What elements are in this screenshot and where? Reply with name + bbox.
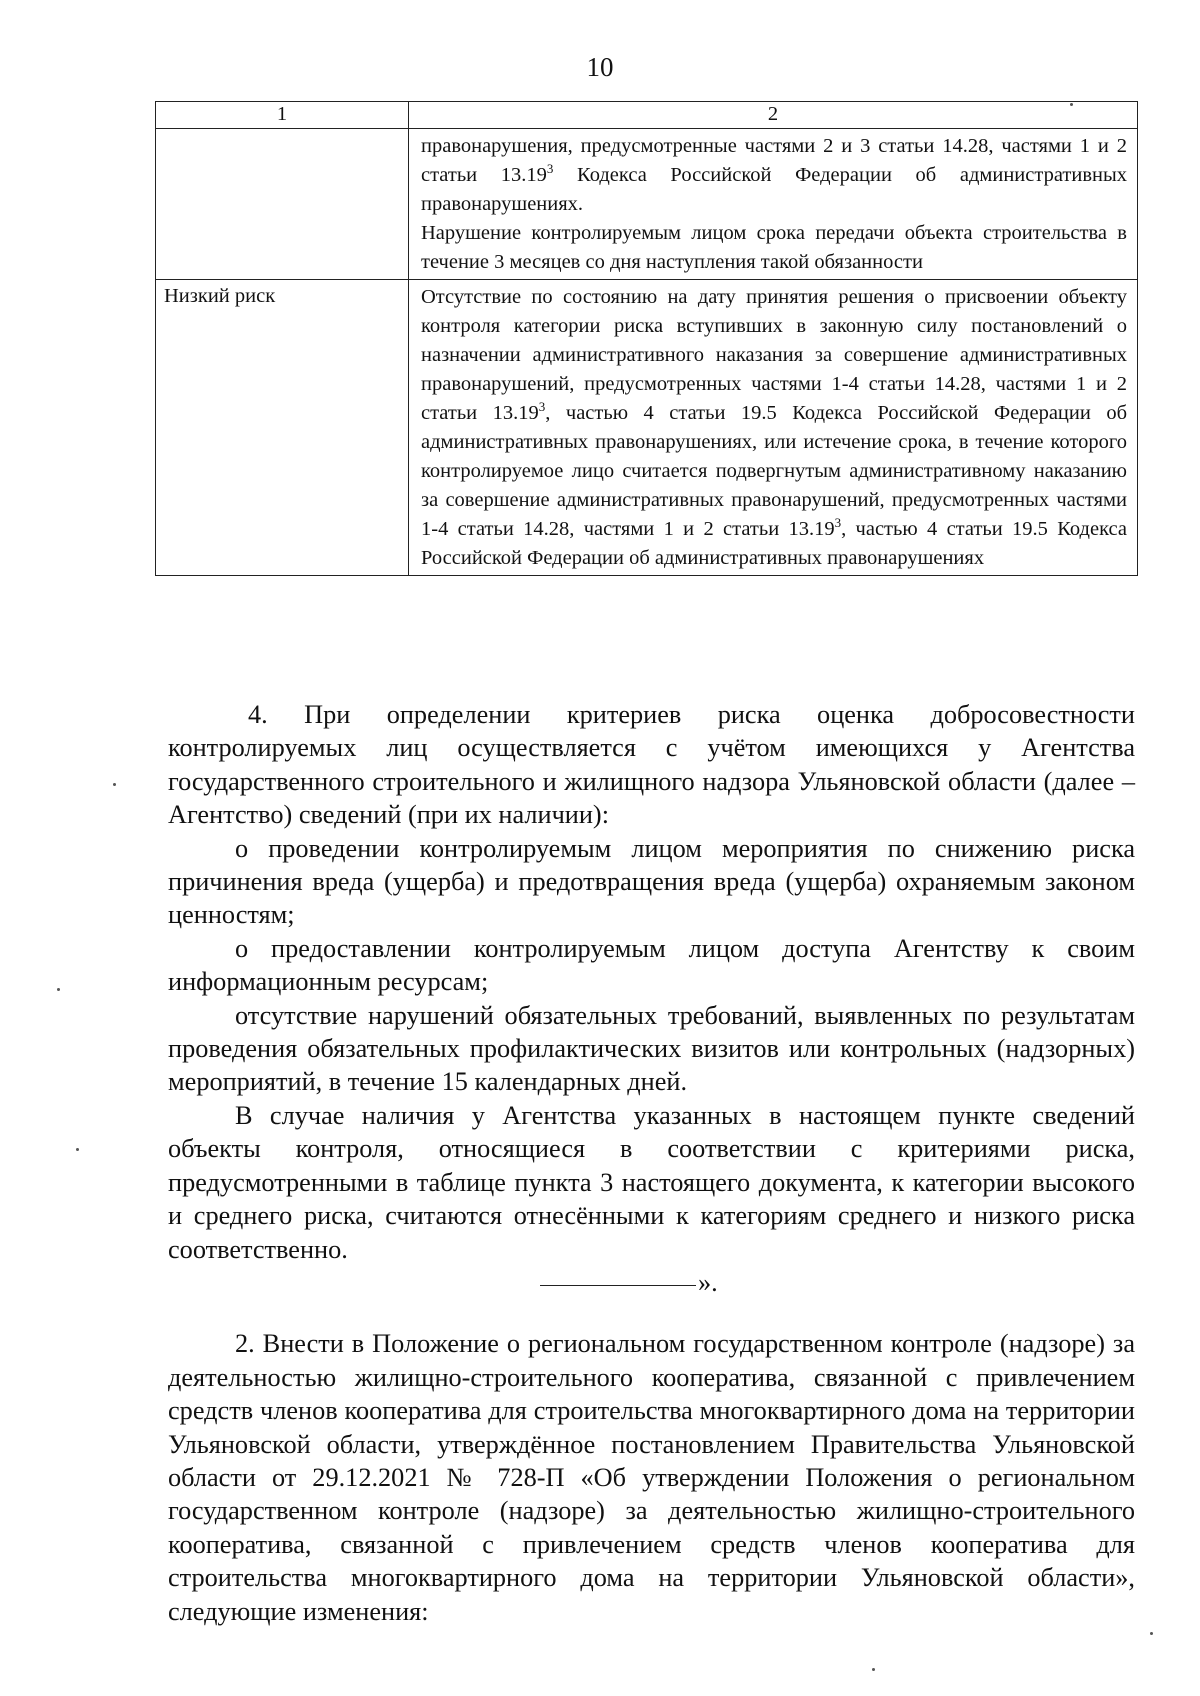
risk-criteria-cell bbox=[409, 280, 1138, 576]
risk-category-cell: Низкий риск bbox=[156, 280, 409, 576]
scan-speck bbox=[113, 783, 116, 786]
scan-speck bbox=[76, 1148, 79, 1151]
paragraph-4: 4. При определении критериев риска оценка добросовестности контролируемых лиц осуществляется с учётом имеющихся у Агентства государственного строительного и жилищного надзора Ульяновской области (далее – Агентство) сведений (при их наличии): bbox=[168, 700, 1135, 830]
scan-speck bbox=[1150, 1632, 1153, 1635]
table-header-col1: 1 bbox=[156, 102, 409, 129]
closing-line bbox=[168, 1266, 1135, 1299]
risk-criteria-cell bbox=[409, 129, 1138, 280]
risk-category-cell bbox=[156, 129, 409, 280]
criteria-text: Отсутствие по состоянию на дату принятия решения о присвоении объекту контроля категории риска вступивших в законную силу постановлений о назначении административного наказания за совершение административных правонарушений, предусмотренных частями 1-4 статьи 14.28, частями 1 и 2 статьи 13.19$^3$, частью 4 статьи 19.5 Кодекса Российской Федерации об административных правонарушениях, или истечение срока, в течение которого контролируемое лицо считается подвергнутым административному наказанию за совершение административных правонарушений, предусмотренных частями 1-4 статьи 14.28, частями 1 и 2 статьи 13.19$^3$, частью 4 статьи 19.5 Кодекса Российской Федерации об административных правонарушениях bbox=[421, 286, 1128, 569]
document-body bbox=[168, 698, 1135, 1628]
table-row bbox=[156, 129, 1138, 280]
scan-speck bbox=[872, 1668, 875, 1671]
risk-criteria-table bbox=[155, 101, 1138, 576]
table-header-col2: 2 bbox=[409, 102, 1138, 129]
superscript: 3 bbox=[538, 399, 546, 415]
table-header-row bbox=[156, 102, 1138, 129]
closing-quote: ». bbox=[698, 1267, 718, 1297]
list-item: о предоставлении контролируемым лицом доступа Агентству к своим информационным ресурсам; bbox=[168, 933, 1135, 997]
scan-speck bbox=[57, 988, 60, 991]
criteria-text: правонарушения, предусмотренные частями 2 и 3 статьи 14.28, частями 1 и 2 статьи 13.19$^3$ Кодекса Российской Федерации об административных правонарушениях. bbox=[421, 135, 1128, 215]
list-item: отсутствие нарушений обязательных требований, выявленных по результатам проведения обязательных профилактических визитов или контрольных (надзорных) мероприятий, в течение 15 календарных дней. bbox=[168, 1000, 1135, 1097]
superscript: 3 bbox=[834, 515, 842, 531]
page-number: 10 bbox=[586, 52, 614, 82]
signature-blank-line bbox=[540, 1284, 696, 1286]
criteria-text: Нарушение контролируемым лицом срока передачи объекта строительства в течение 3 месяцев со дня наступления такой обязанности bbox=[421, 222, 1127, 273]
scan-speck bbox=[1070, 103, 1073, 106]
paragraph-case: В случае наличия у Агентства указанных в настоящем пункте сведений объекты контроля, относящиеся в соответствии с критериями риска, предусмотренными в таблице пункта 3 настоящего документа, к категории высокого и среднего риска, считаются отнесёнными к категориям среднего и низкого риска соответственно. bbox=[168, 1100, 1135, 1264]
superscript: 3 bbox=[546, 161, 554, 177]
table-row bbox=[156, 280, 1138, 576]
list-item: о проведении контролируемым лицом мероприятия по снижению риска причинения вреда (ущерба) и предотвращения вреда (ущерба) охраняемым законом ценностям; bbox=[168, 833, 1135, 930]
paragraph-2: 2. Внести в Положение о региональном государственном контроле (надзоре) за деятельностью жилищно-строительного кооператива, связанной с привлечением средств членов кооператива для строительства многоквартирного дома на территории Ульяновской области, утверждённое постановлением Правительства Ульяновской области от 29.12.2021 № 728-П «Об утверждении Положения о региональном государственном контроле (надзоре) за деятельностью жилищно-строительного кооператива, связанной с привлечением средств членов кооператива для строительства многоквартирного дома на территории Ульяновской области», следующие изменения: bbox=[168, 1329, 1135, 1626]
